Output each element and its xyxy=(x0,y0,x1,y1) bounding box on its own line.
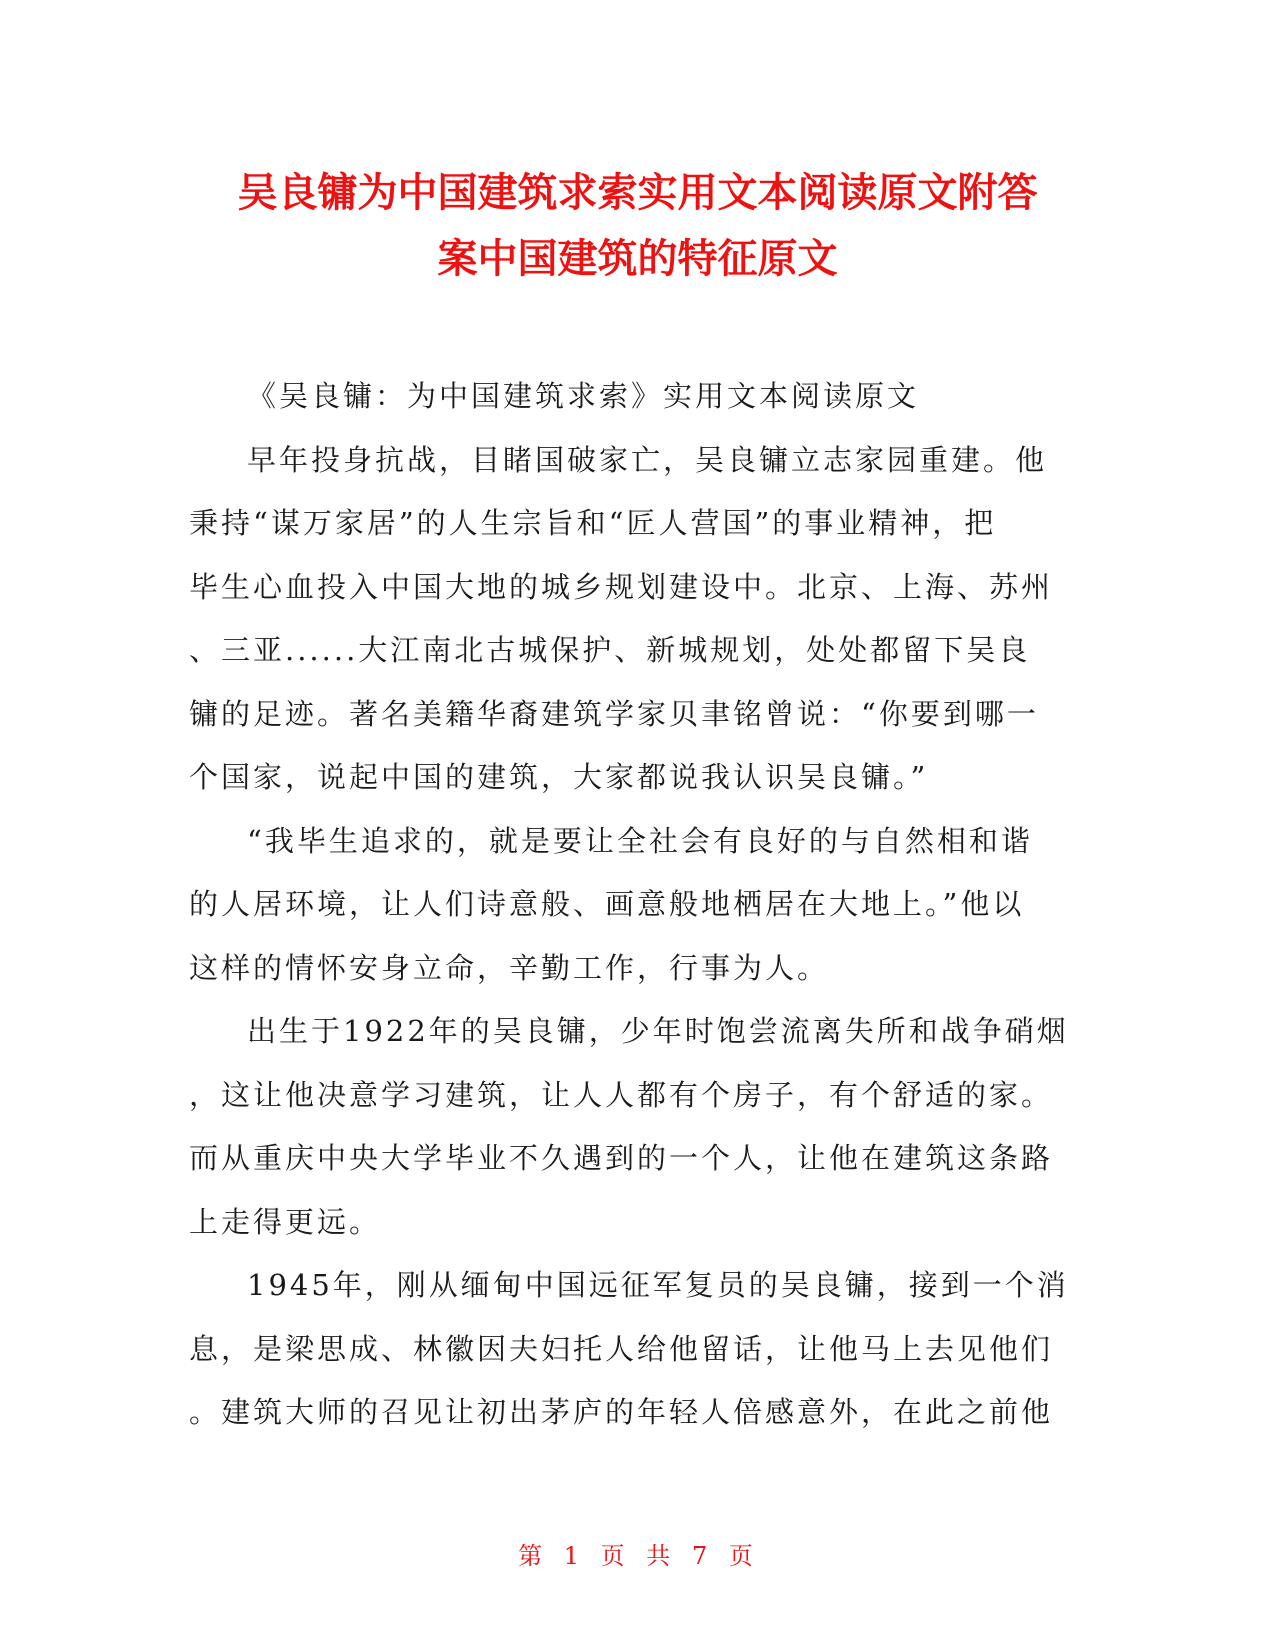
subtitle-line: 《吴良镛：为中国建筑求索》实用文本阅读原文 xyxy=(247,379,920,413)
paragraph-4-line-3: 。建筑大师的召见让初出茅庐的年轻人倍感意外，在此之前他 xyxy=(189,1395,1054,1429)
paragraph-2-line-1: “我毕生追求的，就是要让全社会有良好的与自然相和谐 xyxy=(247,823,1033,858)
paragraph-1-line-4: 、三亚......大江南北古城保护、新城规划，处处都留下吴良 xyxy=(189,633,1031,667)
title-line-1: 吴良镛为中国建筑求索实用文本阅读原文附答 xyxy=(237,170,1038,216)
paragraph-3-line-3: 而从重庆中央大学毕业不久遇到的一个人，让他在建筑这条路 xyxy=(189,1141,1054,1175)
paragraph-3-line-1: 出生于1922年的吴良镛，少年时饱尝流离失所和战争硝烟 xyxy=(247,1014,1069,1048)
paragraph-4-line-2: 息，是梁思成、林徽因夫妇托人给他留话，让他马上去见他们 xyxy=(189,1331,1054,1366)
paragraph-1-line-2: 秉持“谋万家居”的人生宗旨和“匠人营国”的事业精神，把 xyxy=(189,506,997,540)
paragraph-2-line-3: 这样的情怀安身立命，辛勤工作，行事为人。 xyxy=(189,950,830,985)
paragraph-3-line-4: 上走得更远。 xyxy=(189,1204,382,1239)
paragraph-1-line-6: 个国家，说起中国的建筑，大家都说我认识吴良镛。” xyxy=(189,760,929,794)
paragraph-1-line-1: 早年投身抗战，目睹国破家亡，吴良镛立志家园重建。他 xyxy=(247,442,1048,477)
document-title xyxy=(150,160,1125,292)
paragraph-2-line-2: 的人居环境，让人们诗意般、画意般地栖居在大地上。”他以 xyxy=(189,887,1025,921)
paragraph-3-line-2: ，这让他决意学习建筑，让人人都有个房子，有个舒适的家。 xyxy=(189,1077,1054,1112)
paragraph-4-line-1: 1945年，刚从缅甸中国远征军复员的吴良镛，接到一个消 xyxy=(247,1268,1069,1302)
page-number-footer: 第 1 页 共 7 页 xyxy=(518,1542,757,1570)
paragraph-1-line-5: 镛的足迹。著名美籍华裔建筑学家贝聿铭曾说：“你要到哪一 xyxy=(189,696,1039,731)
document-body xyxy=(189,365,1082,1445)
title-line-2: 案中国建筑的特征原文 xyxy=(437,236,838,282)
paragraph-1-line-3: 毕生心血投入中国大地的城乡规划建设中。北京、上海、苏州 xyxy=(189,569,1054,604)
